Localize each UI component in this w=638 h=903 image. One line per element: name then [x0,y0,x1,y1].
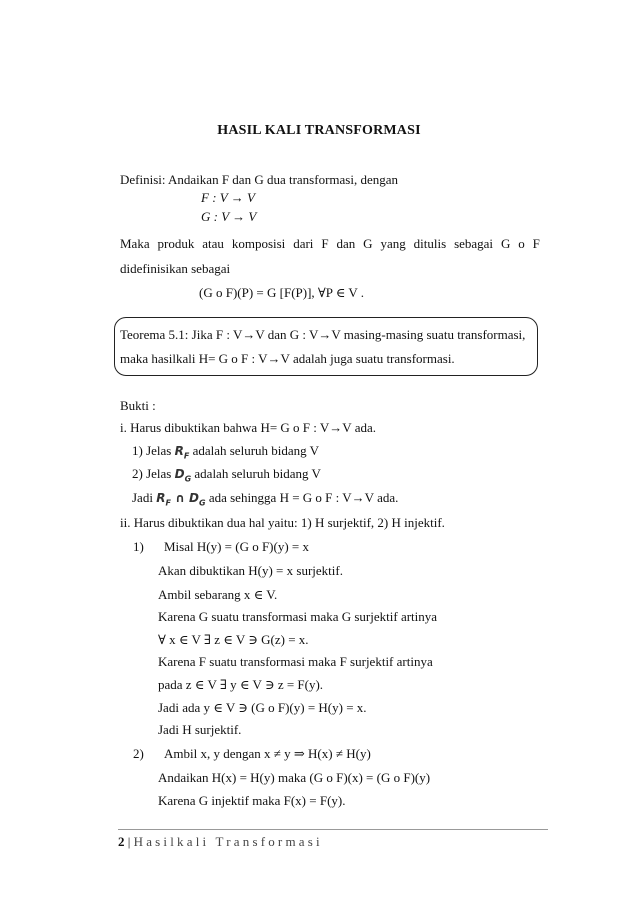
step1-line: Misal H(y) = (G o F)(y) = x [164,539,310,554]
paragraph-word: atau [202,236,224,251]
step1-line: Jadi ada y ∈ V ∋ (G o F)(y) = H(y) = x. [158,700,367,715]
proof-heading: Bukti : [120,398,156,413]
proof-part1-heading: i. Harus dibuktikan bahwa H= G o F : V→V ada. [120,420,376,435]
intersection-symbol: ∩ [170,491,190,505]
item1-prefix: 1) Jelas [132,443,175,458]
composition-formula: (G o F)(P) = G [F(P)], ∀P ∈ V . [199,285,365,300]
definition-intro: Definisi: Andaikan F dan G dua transformasi, dengan [120,172,398,187]
step1-line: Akan dibuktikan H(y) = x surjektif. [158,563,343,578]
step1-label: 1) [133,539,144,554]
paragraph-word: G [363,236,373,251]
paragraph-word: Maka [120,236,150,251]
proof-part1-item1 [132,443,319,464]
domain-subscript: G [184,474,192,484]
running-title: Hasilkali Transformasi [133,834,323,849]
footer-divider [118,829,548,830]
proof-part2-heading: ii. Harus dibuktikan dua hal yaitu: 1) H surjektif, 2) H injektif. [120,515,445,530]
range-symbol [174,444,190,461]
theorem-line2: maka hasilkali H= G o F : V→V adalah juga suatu transformasi. [120,351,455,366]
page-footer [118,834,323,850]
item2-prefix: 2) Jelas [132,466,175,481]
step1-line: Ambil sebarang x ∈ V. [158,587,278,602]
conclusion-range-subscript: F [165,498,171,508]
definition-f-mapping: F : V → V [201,190,255,205]
paragraph-word: produk [157,236,195,251]
proof-part1-conclusion [132,490,398,511]
step2-line: Andaikan H(x) = H(y) maka (G o F)(x) = (G o F)(y) [158,770,431,785]
page-title: HASIL KALI TRANSFORMASI [217,123,421,138]
conclusion-suffix: ada sehingga H = G o F : V→V ada. [205,490,399,505]
paragraph-word: G [500,236,511,251]
footer-separator: | [124,834,134,849]
paragraph-word: komposisi [231,236,286,251]
conclusion-prefix: Jadi [132,490,157,505]
conclusion-range-letter: R [156,491,166,505]
step2-line: Karena G injektif maka F(x) = F(y). [158,793,346,808]
proof-part1-item2 [132,466,321,487]
step2-line: Ambil x, y dengan x ≠ y ⇒ H(x) ≠ H(y) [164,746,371,761]
domain-symbol [174,467,192,484]
step1-line: Karena G suatu transformasi maka G surjektif artinya [158,609,438,624]
definition-g-mapping: G : V → V [201,209,257,224]
paragraph-word: dan [336,236,356,251]
definition-paragraph-line2: didefinisikan sebagai [120,261,231,276]
theorem-line1: Teorema 5.1: Jika F : V→V dan G : V→V masing-masing suatu transformasi, [120,327,526,342]
step1-line: pada z ∈ V ∃ y ∈ V ∋ z = F(y). [158,677,324,692]
paragraph-word: o [518,236,525,251]
domain-letter: D [174,467,185,481]
step2-label: 2) [133,746,144,761]
range-subscript: F [183,451,190,461]
paragraph-word: sebagai [454,236,494,251]
item2-suffix: adalah seluruh bidang V [191,466,321,481]
step1-line: Karena F suatu transformasi maka F surjektif artinya [158,654,433,669]
paragraph-word: dari [293,236,314,251]
step1-line: Jadi H surjektif. [158,722,242,737]
conclusion-domain-letter: D [189,491,199,505]
paragraph-word: F [532,236,540,251]
range-letter: R [174,444,184,458]
item1-suffix: adalah seluruh bidang V [189,443,320,458]
range-domain-intersection [156,491,206,508]
step1-line: ∀ x ∈ V ∃ z ∈ V ∋ G(z) = x. [158,632,309,647]
paragraph-word: yang [380,236,406,251]
page-number: 2 [118,834,125,849]
paragraph-word: ditulis [413,236,447,251]
theorem-box [114,317,538,376]
definition-paragraph-line1 [120,236,540,252]
paragraph-word: F [321,236,329,251]
conclusion-domain-subscript: G [199,498,206,508]
